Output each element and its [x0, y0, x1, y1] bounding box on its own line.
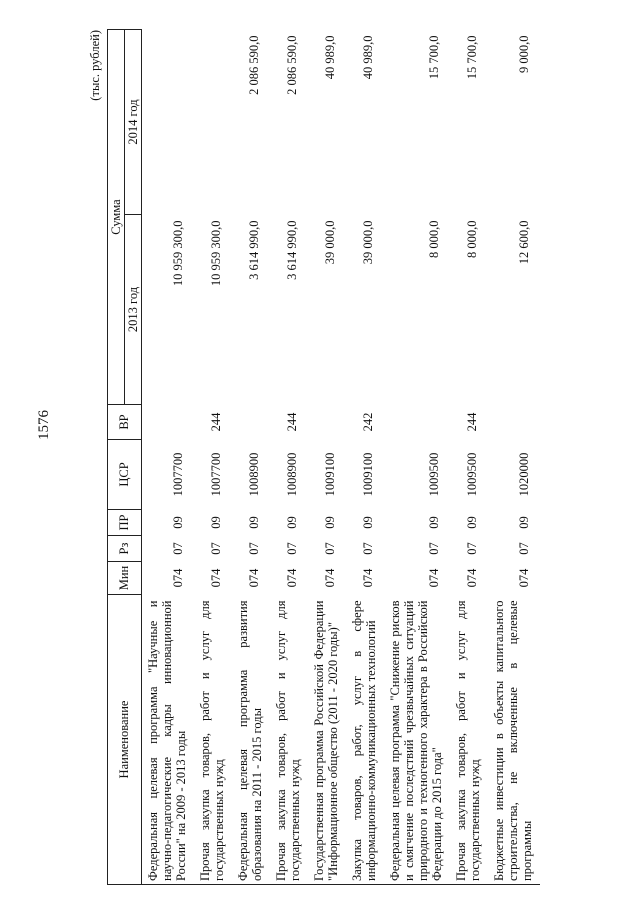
table-row	[384, 30, 450, 885]
cell-vr: 244	[465, 412, 479, 432]
cell-y2014: 15 700,0	[465, 35, 479, 80]
cell-rz: 07	[427, 542, 441, 555]
table-header	[108, 30, 142, 885]
table-row	[308, 30, 346, 885]
cell-name: Бюджетные инвестиции в объекты капитального строительства, не включенные в целевые программы	[488, 595, 540, 885]
cell-name: Прочая закупка товаров, работ и услуг для государственных нужд	[194, 595, 232, 885]
header-vr: ВР	[108, 405, 142, 440]
cell-pr: 09	[247, 516, 261, 529]
cell-vr	[488, 405, 540, 440]
cell-min: 074	[285, 568, 299, 588]
cell-y2013: 12 600,0	[517, 220, 531, 265]
cell-pr: 09	[361, 516, 375, 529]
cell-vr: 242	[361, 412, 375, 432]
header-name: Наименование	[108, 595, 142, 885]
cell-rz: 07	[517, 542, 531, 555]
cell-min: 074	[323, 568, 337, 588]
cell-csr: 1007700	[171, 452, 185, 497]
cell-csr: 1009500	[465, 452, 479, 497]
header-csr: ЦСР	[108, 440, 142, 510]
cell-name: Федеральная целевая программа "Снижение рисков и смягчение последствий чрезвычайных ситуаций природного и техногенного характера в Российской Федерации до 2015 года"	[384, 595, 450, 885]
cell-pr: 09	[427, 516, 441, 529]
table-row	[346, 30, 384, 885]
cell-rz: 07	[209, 542, 223, 555]
cell-min: 074	[247, 568, 261, 588]
cell-rz: 07	[285, 542, 299, 555]
table-body	[142, 30, 541, 885]
page-number: 1576	[36, 410, 52, 440]
cell-y2014: 2 086 590,0	[285, 35, 299, 95]
cell-pr: 09	[285, 516, 299, 529]
cell-name: Закупка товаров, работ, услуг в сфере информационно-коммуникационных технологий	[346, 595, 384, 885]
header-rz: Рз	[108, 536, 142, 562]
cell-y2013: 39 000,0	[323, 220, 337, 265]
cell-y2013: 10 959 300,0	[171, 220, 185, 287]
cell-y2014	[142, 30, 195, 215]
cell-name: Федеральная целевая программа "Научные и научно-педагогические кадры инновационной России" на 2009 - 2013 годы	[142, 595, 195, 885]
cell-y2014: 9 000,0	[517, 35, 531, 73]
cell-vr: 244	[285, 412, 299, 432]
table-row	[194, 30, 232, 885]
cell-name: Государственная программа Российской Федерации "Информационное общество (2011 - 2020 годы)"	[308, 595, 346, 885]
cell-y2013: 3 614 990,0	[285, 220, 299, 280]
table-row	[488, 30, 540, 885]
cell-y2014: 15 700,0	[427, 35, 441, 80]
cell-csr: 1008900	[247, 452, 261, 497]
cell-y2013: 8 000,0	[465, 220, 479, 258]
cell-pr: 09	[465, 516, 479, 529]
cell-csr: 1020000	[517, 452, 531, 497]
cell-csr: 1007700	[209, 452, 223, 497]
cell-y2013: 10 959 300,0	[209, 220, 223, 287]
cell-csr: 1009500	[427, 452, 441, 497]
cell-y2014: 40 989,0	[323, 35, 337, 80]
header-pr: ПР	[108, 510, 142, 536]
cell-rz: 07	[247, 542, 261, 555]
cell-y2013: 39 000,0	[361, 220, 375, 265]
table-row	[232, 30, 270, 885]
units-note: (тыс. рублей)	[88, 30, 102, 101]
cell-vr	[232, 405, 270, 440]
cell-vr	[308, 405, 346, 440]
cell-y2013: 8 000,0	[427, 220, 441, 258]
cell-y2014: 40 989,0	[361, 35, 375, 80]
cell-rz: 07	[171, 542, 185, 555]
cell-pr: 09	[517, 516, 531, 529]
budget-table	[107, 29, 540, 885]
cell-rz: 07	[465, 542, 479, 555]
cell-y2013: 3 614 990,0	[247, 220, 261, 280]
cell-name: Федеральная целевая программа развития образования на 2011 - 2015 годы	[232, 595, 270, 885]
cell-min: 074	[517, 568, 531, 588]
header-year-2013: 2013 год	[125, 215, 142, 405]
header-min: Мин	[108, 562, 142, 595]
table-row	[450, 30, 488, 885]
cell-csr: 1009100	[323, 452, 337, 497]
cell-vr	[142, 405, 195, 440]
header-year-2014: 2014 год	[125, 30, 142, 215]
cell-min: 074	[465, 568, 479, 588]
cell-name: Прочая закупка товаров, работ и услуг для государственных нужд	[270, 595, 308, 885]
cell-vr	[384, 405, 450, 440]
cell-min: 074	[427, 568, 441, 588]
cell-min: 074	[209, 568, 223, 588]
cell-pr: 09	[323, 516, 337, 529]
table-row	[270, 30, 308, 885]
table-row	[142, 30, 195, 885]
cell-pr: 09	[209, 516, 223, 529]
cell-csr: 1008900	[285, 452, 299, 497]
cell-rz: 07	[323, 542, 337, 555]
cell-y2014	[194, 30, 232, 215]
cell-y2014: 2 086 590,0	[247, 35, 261, 95]
cell-name: Прочая закупка товаров, работ и услуг для государственных нужд	[450, 595, 488, 885]
cell-csr: 1009100	[361, 452, 375, 497]
cell-pr: 09	[171, 516, 185, 529]
header-sum: Сумма	[108, 30, 125, 405]
cell-rz: 07	[361, 542, 375, 555]
cell-min: 074	[171, 568, 185, 588]
cell-vr: 244	[209, 412, 223, 432]
rotated-page-content	[90, 30, 570, 885]
cell-min: 074	[361, 568, 375, 588]
